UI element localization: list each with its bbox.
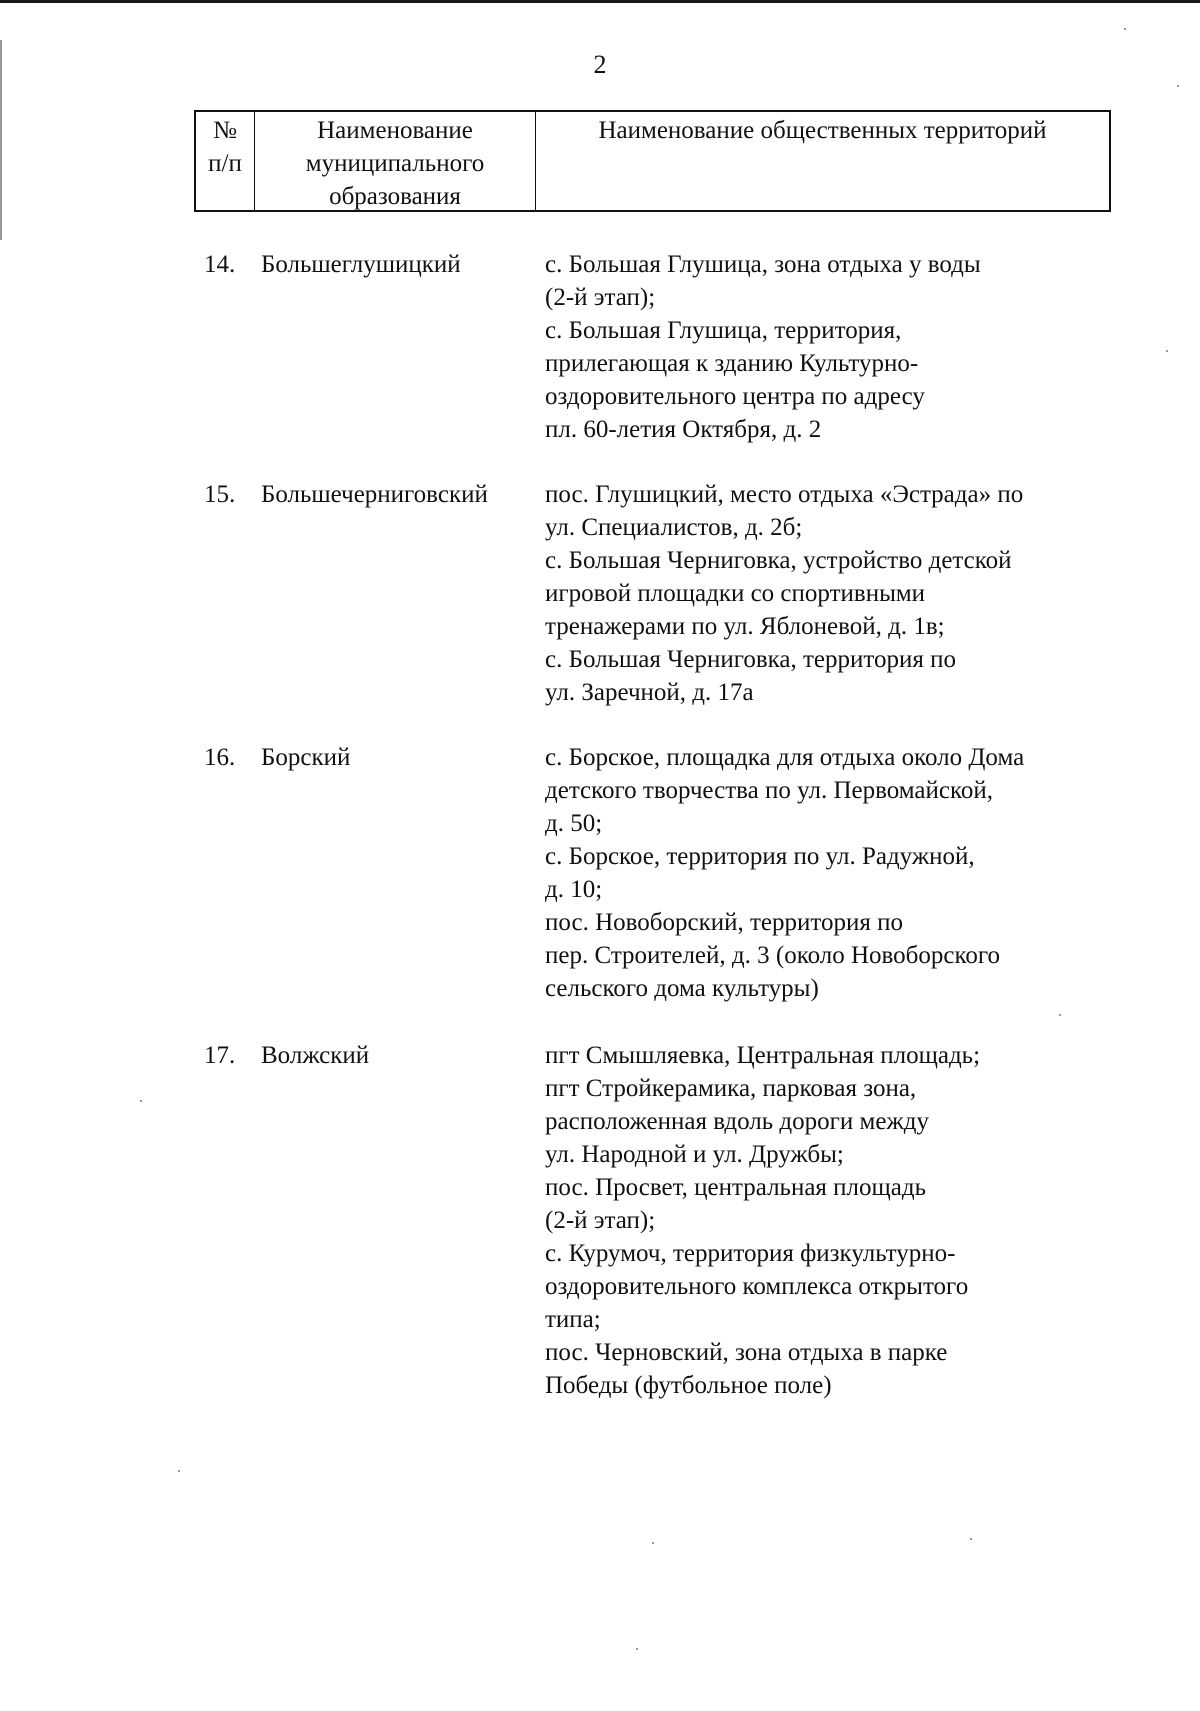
territory-line: детского творчества по ул. Первомайской, [545,777,994,804]
row-municipality: Большечерниговский [261,481,488,508]
scan-speck [178,1470,180,1472]
territory-line: пос. Новоборский, территория по [545,909,904,936]
territory-line: оздоровительного центра по адресу [545,383,925,410]
territory-line: ул. Заречной, д. 17а [545,679,754,706]
header-col-municipality-line: Наименование [317,117,473,144]
territory-line: пос. Глушицкий, место отдыха «Эстрада» по [545,481,1024,508]
scan-speck [652,1542,654,1544]
header-col-number-line: п/п [208,150,242,177]
territory-line: оздоровительного комплекса открытого [545,1273,969,1300]
territory-line: прилегающая к зданию Культурно- [545,350,919,377]
territory-line: пер. Строителей, д. 3 (около Новоборского [545,942,1000,969]
territory-line: (2-й этап); [545,284,656,311]
territory-line: пл. 60-летия Октября, д. 2 [545,416,822,443]
territory-line: с. Большая Черниговка, территория по [545,646,956,673]
row-number: 16. [204,744,236,771]
scan-speck [636,1648,638,1650]
territory-line: типа; [545,1306,601,1333]
territory-line: с. Борское, площадка для отдыха около Дома [545,744,1025,771]
row-municipality: Борский [261,744,351,771]
territory-line: с. Большая Черниговка, устройство детской [545,547,1012,574]
header-col-territories [535,112,1109,210]
territory-line: с. Борское, территория по ул. Радужной, [545,843,975,870]
header-col-municipality-line: муниципального [305,150,485,177]
scan-speck [1166,350,1168,352]
territory-line: пгт Смышляевка, Центральная площадь; [545,1042,981,1069]
header-col-municipality-line: образования [329,183,461,210]
scan-speck [1059,1014,1061,1016]
territory-line: Победы (футбольное поле) [545,1372,832,1399]
row-municipality: Волжский [261,1042,370,1069]
page-number: 2 [593,50,607,79]
scan-speck [1177,85,1179,87]
territory-line: с. Большая Глушица, зона отдыха у воды [545,251,981,278]
row-number: 15. [204,481,236,508]
scan-speck [1124,28,1126,30]
row-number: 17. [204,1042,236,1069]
header-col-territories-label: Наименование общественных территорий [598,117,1047,144]
territory-line: расположенная вдоль дороги между [545,1108,929,1135]
territory-line: сельского дома культуры) [545,975,819,1002]
territory-line: с. Курумоч, территория физкультурно- [545,1240,956,1267]
territory-line: пгт Стройкерамика, парковая зона, [545,1075,917,1102]
header-col-number-line: № [213,117,237,144]
territory-line: с. Большая Глушица, территория, [545,317,902,344]
row-territories [545,741,1125,1005]
row-territories [545,248,1125,446]
row-number: 14. [204,251,236,278]
territory-line: пос. Просвет, центральная площадь [545,1174,926,1201]
territory-line: (2-й этап); [545,1207,656,1234]
table-header [194,110,1111,212]
scan-speck [140,1100,142,1102]
territory-line: д. 50; [545,810,603,837]
territory-line: ул. Народной и ул. Дружбы; [545,1141,844,1168]
row-territories [545,1039,1125,1402]
territory-line: тренажерами по ул. Яблоневой, д. 1в; [545,613,945,640]
row-territories [545,478,1125,709]
scan-speck [970,1538,972,1540]
header-col-municipality [254,112,535,210]
territory-line: пос. Черновский, зона отдыха в парке [545,1339,948,1366]
row-municipality: Большеглушицкий [261,251,461,278]
territory-line: игровой площадки со спортивными [545,580,926,607]
header-col-number [196,112,254,210]
top-border-line [0,0,1200,3]
territory-line: д. 10; [545,876,603,903]
territory-line: ул. Специалистов, д. 2б; [545,514,803,541]
